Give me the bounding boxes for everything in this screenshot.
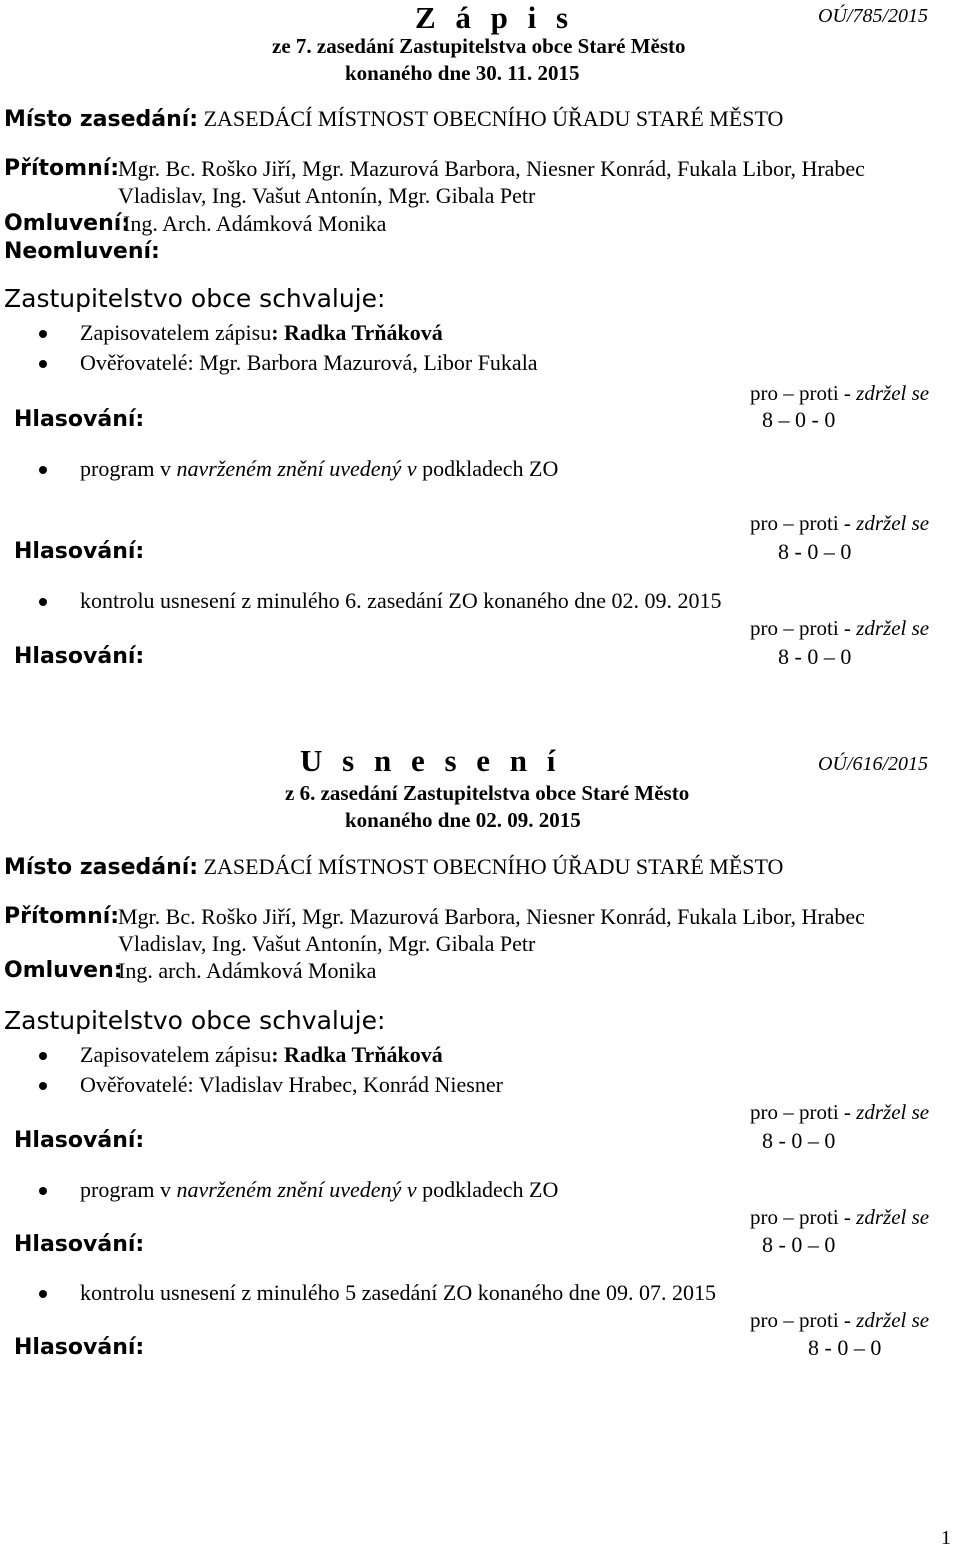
zapis-vote-result-2: 8 - 0 – 0	[778, 539, 852, 564]
vote-header-abstain: zdržel se	[856, 1205, 930, 1229]
page-number: 1	[941, 1527, 951, 1549]
bullet-icon	[39, 598, 47, 606]
vote-header-sep: –	[778, 1100, 799, 1124]
zapis-excused-label: Omluvení:	[4, 211, 131, 236]
usneseni-item-recorder	[80, 1044, 443, 1066]
zapis-vote-label-2: Hlasování:	[14, 539, 145, 564]
recorder-value: : Radka Trňáková	[271, 1042, 443, 1067]
program-text-italic: navrženém znění uvedený v	[176, 456, 417, 481]
program-text-end: podkladech ZO	[416, 1177, 559, 1202]
zapis-vote-label-3: Hlasování:	[14, 644, 145, 669]
usneseni-excused-value: Ing. arch. Adámková Monika	[118, 958, 377, 983]
usneseni-subtitle-date: konaného dne 02. 09. 2015	[345, 808, 581, 832]
zapis-vote-label-1: Hlasování:	[14, 407, 145, 432]
vote-header-for: pro	[750, 1205, 778, 1229]
usneseni-vote-label-1: Hlasování:	[14, 1128, 145, 1153]
zapis-present-line2: Vladislav, Ing. Vašut Antonín, Mgr. Gibala Petr	[118, 183, 536, 208]
vote-header	[750, 1310, 929, 1331]
zapis-subtitle-session: ze 7. zasedání Zastupitelstva obce Staré Město	[272, 34, 686, 58]
program-text-end: podkladech ZO	[416, 456, 559, 481]
usneseni-vote-result-3: 8 - 0 – 0	[808, 1335, 882, 1360]
bullet-icon	[39, 1187, 47, 1195]
recorder-label: Zapisovatelem zápisu	[80, 1042, 272, 1067]
vote-header-against: proti	[799, 381, 839, 405]
zapis-unexcused-label: Neomluvení:	[4, 239, 160, 264]
zapis-subtitle-date: konaného dne 30. 11. 2015	[345, 61, 580, 85]
place-value: ZASEDÁCÍ MÍSTNOST OBECNÍHO ÚŘADU STARÉ MĚSTO	[203, 854, 784, 879]
vote-header-sep: –	[778, 381, 799, 405]
vote-header-against: proti	[799, 616, 839, 640]
vote-header-sep: -	[838, 1100, 857, 1124]
place-label: Místo zasedání:	[4, 107, 199, 132]
usneseni-reference: OÚ/616/2015	[818, 753, 928, 775]
zapis-place	[4, 108, 783, 131]
usneseni-approves-heading: Zastupitelstvo obce schvaluje:	[4, 1006, 386, 1035]
usneseni-excused-label: Omluven:	[4, 958, 123, 983]
place-label: Místo zasedání:	[4, 855, 199, 880]
vote-header-abstain: zdržel se	[856, 1100, 930, 1124]
program-text: program v	[80, 456, 177, 481]
zapis-excused-value: Ing. Arch. Adámková Monika	[123, 211, 387, 236]
usneseni-vote-label-2: Hlasování:	[14, 1232, 145, 1257]
usneseni-subtitle-session: z 6. zasedání Zastupitelstva obce Staré Město	[285, 781, 690, 805]
program-text-italic: navrženém znění uvedený v	[176, 1177, 417, 1202]
zapis-present-label: Přítomní:	[4, 156, 120, 181]
vote-header-for: pro	[750, 1308, 778, 1332]
vote-header-abstain: zdržel se	[856, 616, 930, 640]
vote-header-for: pro	[750, 1100, 778, 1124]
vote-header-sep: –	[778, 616, 799, 640]
usneseni-vote-result-1: 8 - 0 – 0	[762, 1128, 836, 1153]
vote-header-sep: -	[838, 381, 857, 405]
usneseni-item-verifiers: Ověřovatelé: Vladislav Hrabec, Konrád Niesner	[80, 1072, 503, 1097]
zapis-vote-result-1: 8 – 0 - 0	[762, 407, 836, 432]
bullet-icon	[39, 1052, 47, 1060]
bullet-icon	[39, 1290, 47, 1298]
vote-header	[750, 618, 929, 639]
vote-header	[750, 1102, 929, 1123]
vote-header-abstain: zdržel se	[856, 381, 930, 405]
vote-header-sep: –	[778, 1308, 799, 1332]
program-text: program v	[80, 1177, 177, 1202]
usneseni-item-program	[80, 1179, 558, 1201]
vote-header-against: proti	[799, 1205, 839, 1229]
vote-header-against: proti	[799, 511, 839, 535]
vote-header-abstain: zdržel se	[856, 1308, 930, 1332]
bullet-icon	[39, 330, 47, 338]
vote-header	[750, 513, 929, 534]
place-value: ZASEDÁCÍ MÍSTNOST OBECNÍHO ÚŘADU STARÉ MĚSTO	[203, 106, 784, 131]
vote-header	[750, 383, 929, 404]
vote-header-sep: -	[838, 511, 857, 535]
vote-header-against: proti	[799, 1100, 839, 1124]
zapis-approves-heading: Zastupitelstvo obce schvaluje:	[4, 284, 386, 313]
zapis-present-line1: Mgr. Bc. Roško Jiří, Mgr. Mazurová Barbora, Niesner Konrád, Fukala Libor, Hrabec	[118, 156, 865, 181]
usneseni-title: U s n e s e n í	[300, 743, 562, 778]
zapis-item-recorder	[80, 322, 443, 344]
vote-header-sep: –	[778, 511, 799, 535]
bullet-icon	[39, 360, 47, 368]
recorder-value: : Radka Trňáková	[271, 320, 443, 345]
zapis-item-program	[80, 458, 558, 480]
usneseni-present-label: Přítomní:	[4, 904, 120, 929]
zapis-item-control: kontrolu usnesení z minulého 6. zasedání ZO konaného dne 02. 09. 2015	[80, 588, 722, 613]
zapis-vote-result-3: 8 - 0 – 0	[778, 644, 852, 669]
bullet-icon	[39, 1082, 47, 1090]
vote-header-sep: -	[838, 1205, 857, 1229]
vote-header-for: pro	[750, 511, 778, 535]
vote-header-sep: -	[838, 616, 857, 640]
zapis-title: Z á p i s	[415, 0, 575, 35]
vote-header-sep: -	[838, 1308, 857, 1332]
usneseni-present-line1: Mgr. Bc. Roško Jiří, Mgr. Mazurová Barbora, Niesner Konrád, Fukala Libor, Hrabec	[118, 904, 865, 929]
vote-header-for: pro	[750, 616, 778, 640]
vote-header-sep: –	[778, 1205, 799, 1229]
zapis-reference: OÚ/785/2015	[818, 5, 928, 27]
usneseni-place	[4, 856, 783, 879]
bullet-icon	[39, 466, 47, 474]
vote-header-for: pro	[750, 381, 778, 405]
usneseni-present-line2: Vladislav, Ing. Vašut Antonín, Mgr. Gibala Petr	[118, 931, 536, 956]
vote-header	[750, 1207, 929, 1228]
vote-header-abstain: zdržel se	[856, 511, 930, 535]
vote-header-against: proti	[799, 1308, 839, 1332]
usneseni-item-control: kontrolu usnesení z minulého 5 zasedání ZO konaného dne 09. 07. 2015	[80, 1280, 717, 1305]
usneseni-vote-result-2: 8 - 0 – 0	[762, 1232, 836, 1257]
recorder-label: Zapisovatelem zápisu	[80, 320, 272, 345]
usneseni-vote-label-3: Hlasování:	[14, 1335, 145, 1360]
zapis-item-verifiers: Ověřovatelé: Mgr. Barbora Mazurová, Libor Fukala	[80, 350, 538, 375]
